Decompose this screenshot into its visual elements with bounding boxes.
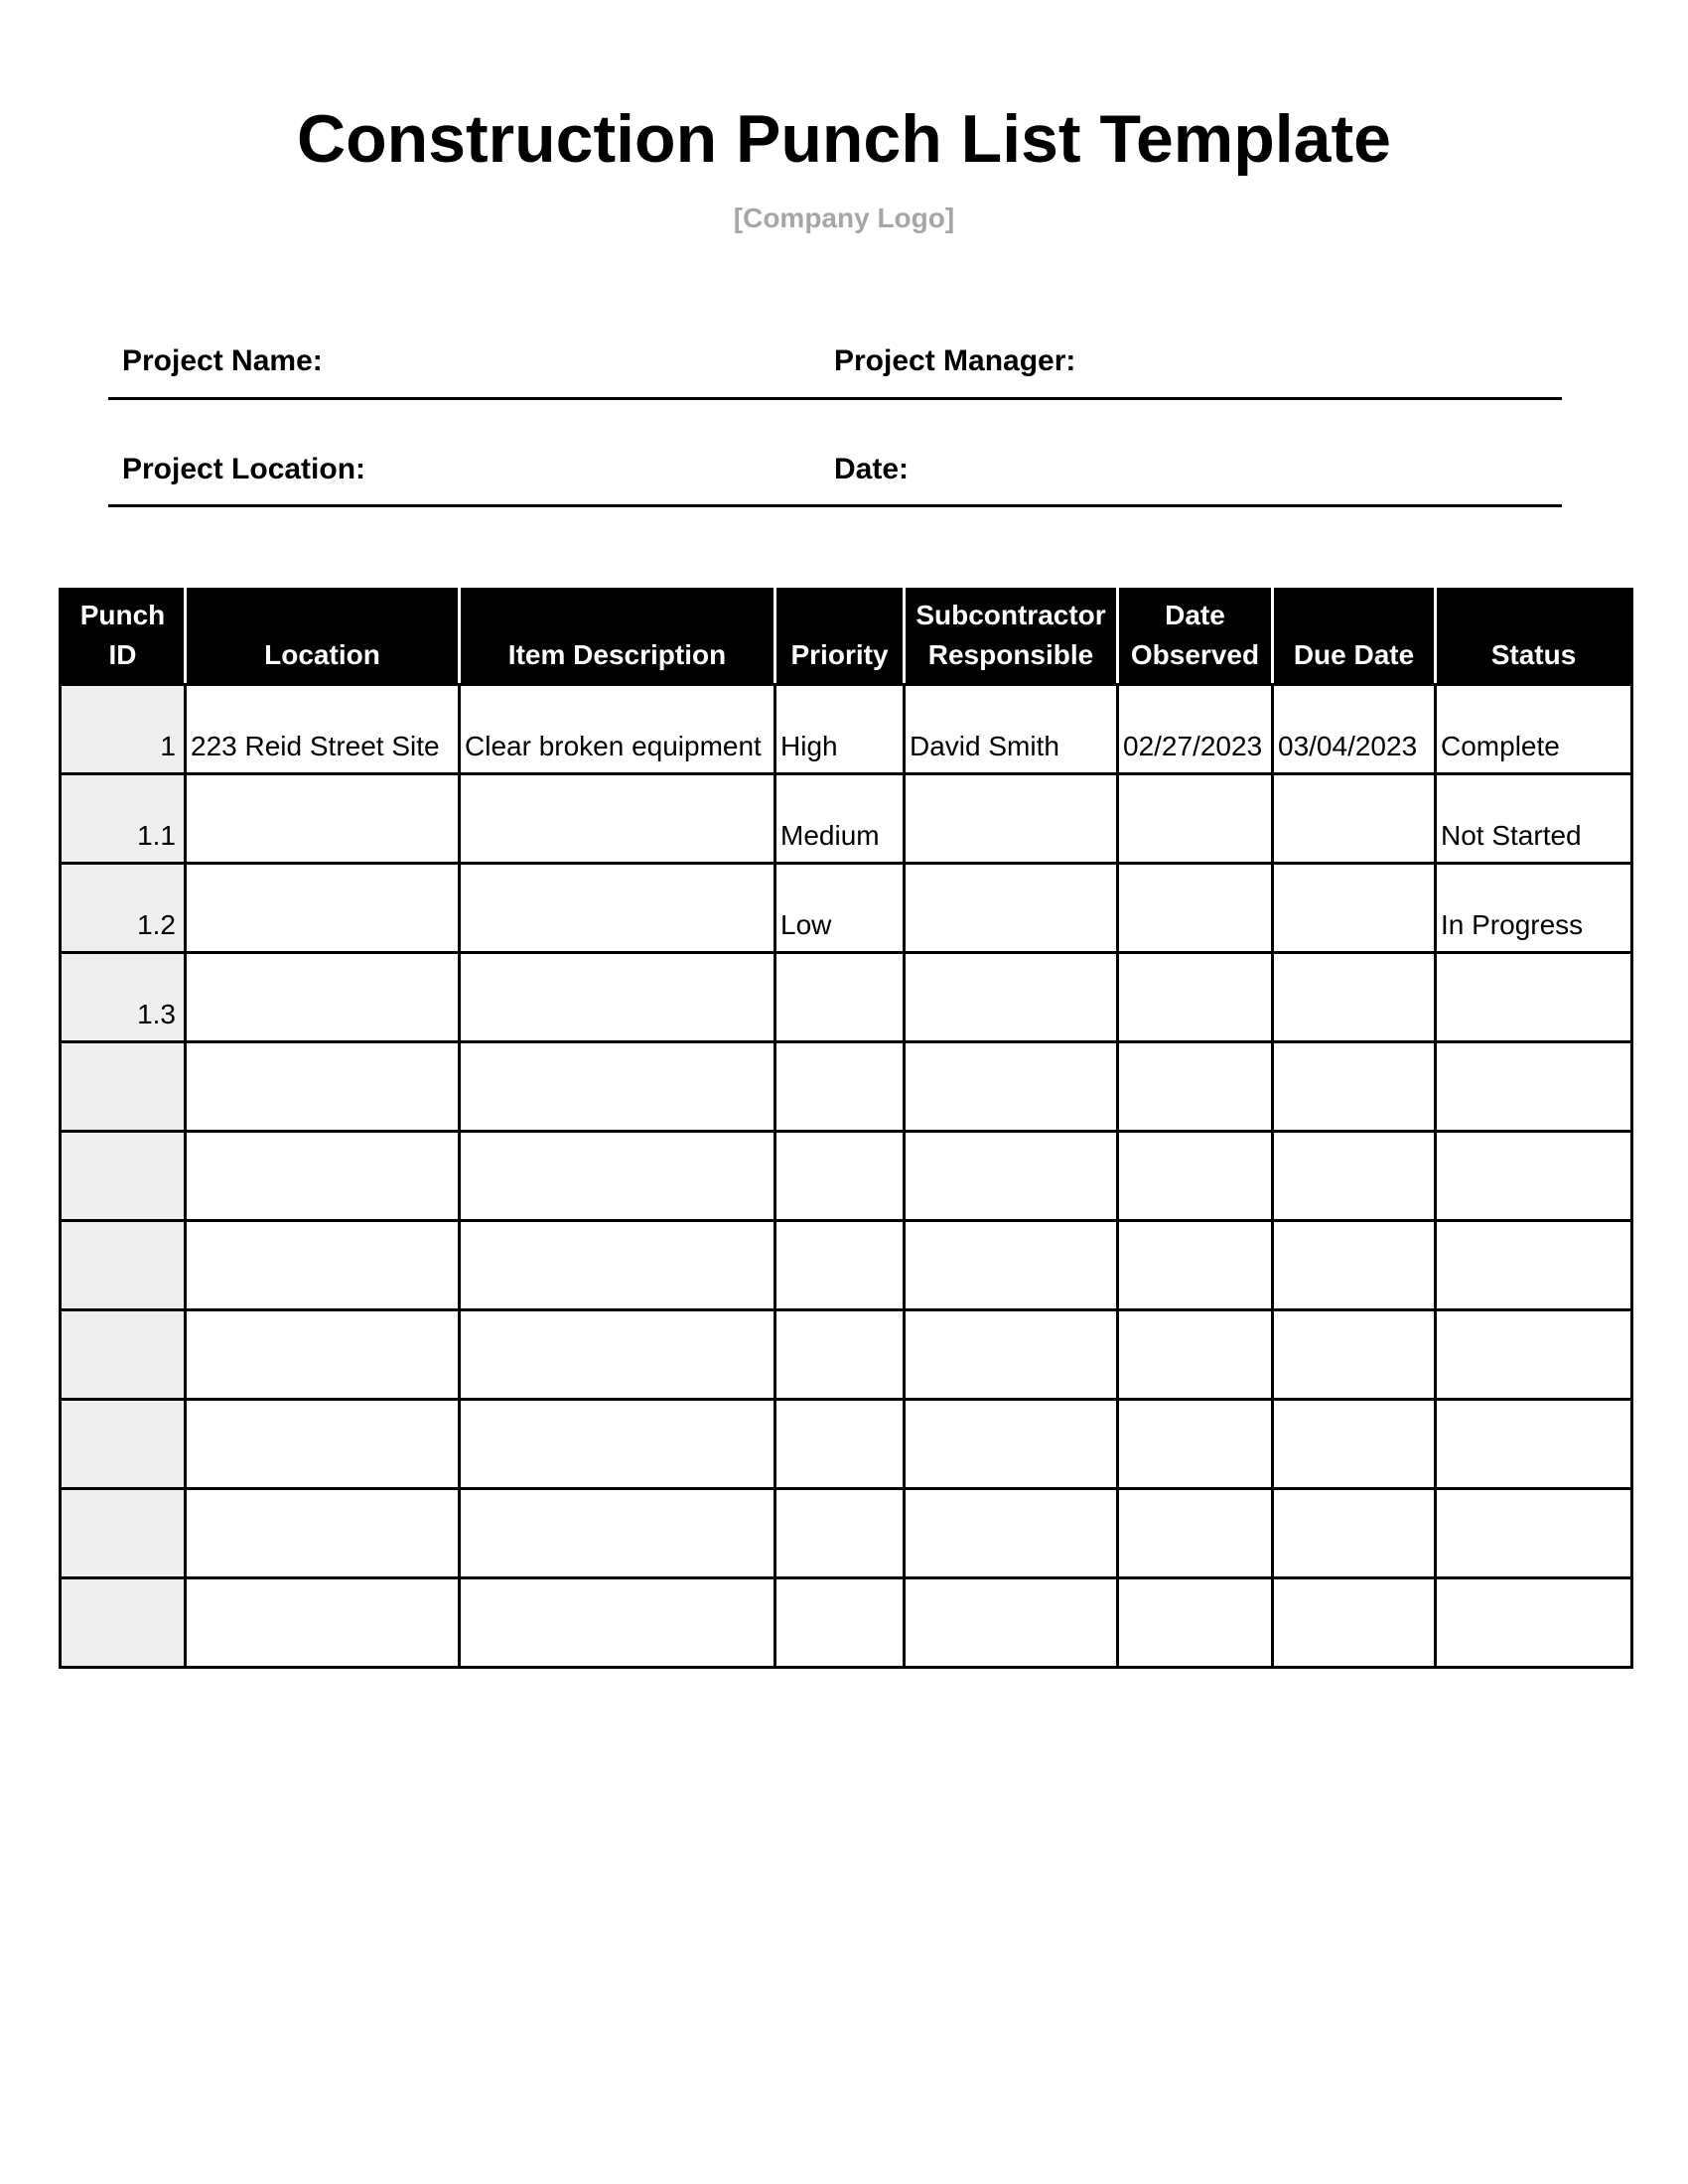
cell-subcontractor[interactable] bbox=[905, 1578, 1118, 1668]
cell-status[interactable]: In Progress bbox=[1436, 864, 1632, 953]
cell-date-observed[interactable] bbox=[1118, 1042, 1273, 1132]
project-location-date-line[interactable] bbox=[108, 504, 1562, 507]
cell-item-description[interactable] bbox=[460, 1132, 775, 1221]
header-priority: Priority bbox=[775, 590, 905, 685]
cell-due-date[interactable] bbox=[1273, 953, 1436, 1042]
cell-date-observed[interactable] bbox=[1118, 1132, 1273, 1221]
table-row bbox=[61, 1042, 1632, 1132]
table-row bbox=[61, 685, 1632, 774]
header-punch-id: Punch ID bbox=[61, 590, 186, 685]
cell-subcontractor[interactable] bbox=[905, 1489, 1118, 1578]
punch-list-table bbox=[59, 588, 1633, 1669]
cell-item-description[interactable] bbox=[460, 864, 775, 953]
cell-due-date[interactable] bbox=[1273, 1310, 1436, 1400]
cell-subcontractor[interactable] bbox=[905, 1132, 1118, 1221]
cell-subcontractor[interactable]: David Smith bbox=[905, 685, 1118, 774]
header-location: Location bbox=[186, 590, 460, 685]
table-row bbox=[61, 1489, 1632, 1578]
cell-priority[interactable]: High bbox=[775, 685, 905, 774]
cell-item-description[interactable] bbox=[460, 1400, 775, 1489]
cell-item-description[interactable] bbox=[460, 953, 775, 1042]
cell-due-date[interactable] bbox=[1273, 864, 1436, 953]
cell-due-date[interactable] bbox=[1273, 1578, 1436, 1668]
cell-subcontractor[interactable] bbox=[905, 953, 1118, 1042]
cell-status[interactable] bbox=[1436, 1132, 1632, 1221]
cell-location[interactable] bbox=[186, 1042, 460, 1132]
cell-punch-id[interactable] bbox=[61, 1221, 186, 1310]
document-title: Construction Punch List Template bbox=[297, 101, 1391, 177]
cell-date-observed[interactable] bbox=[1118, 1400, 1273, 1489]
table-row bbox=[61, 953, 1632, 1042]
header-subcontractor-responsible: Subcontractor Responsible bbox=[905, 590, 1118, 685]
cell-priority[interactable]: Medium bbox=[775, 774, 905, 864]
cell-status[interactable] bbox=[1436, 953, 1632, 1042]
cell-subcontractor[interactable] bbox=[905, 1400, 1118, 1489]
cell-subcontractor[interactable] bbox=[905, 864, 1118, 953]
table-row bbox=[61, 1132, 1632, 1221]
cell-subcontractor[interactable] bbox=[905, 1221, 1118, 1310]
cell-priority[interactable]: Low bbox=[775, 864, 905, 953]
cell-item-description[interactable]: Clear broken equipment bbox=[460, 685, 775, 774]
cell-location[interactable] bbox=[186, 864, 460, 953]
header-date-observed: Date Observed bbox=[1118, 590, 1273, 685]
table-row bbox=[61, 774, 1632, 864]
table-header-row bbox=[61, 590, 1632, 685]
cell-location[interactable] bbox=[186, 1132, 460, 1221]
cell-due-date[interactable] bbox=[1273, 774, 1436, 864]
cell-location[interactable] bbox=[186, 1221, 460, 1310]
cell-due-date[interactable] bbox=[1273, 1400, 1436, 1489]
cell-punch-id[interactable]: 1.3 bbox=[61, 953, 186, 1042]
cell-status[interactable] bbox=[1436, 1310, 1632, 1400]
cell-due-date[interactable] bbox=[1273, 1042, 1436, 1132]
cell-date-observed[interactable]: 02/27/2023 bbox=[1118, 685, 1273, 774]
cell-priority[interactable] bbox=[775, 1489, 905, 1578]
project-manager-label: Project Manager: bbox=[834, 344, 1076, 377]
cell-item-description[interactable] bbox=[460, 1221, 775, 1310]
cell-status[interactable] bbox=[1436, 1042, 1632, 1132]
cell-status[interactable]: Complete bbox=[1436, 685, 1632, 774]
table-row bbox=[61, 1221, 1632, 1310]
cell-subcontractor[interactable] bbox=[905, 774, 1118, 864]
cell-priority[interactable] bbox=[775, 1132, 905, 1221]
cell-subcontractor[interactable] bbox=[905, 1042, 1118, 1132]
cell-punch-id[interactable]: 1.2 bbox=[61, 864, 186, 953]
company-logo-placeholder: [Company Logo] bbox=[733, 203, 955, 233]
cell-priority[interactable] bbox=[775, 1042, 905, 1132]
cell-punch-id[interactable] bbox=[61, 1489, 186, 1578]
cell-date-observed[interactable] bbox=[1118, 774, 1273, 864]
cell-punch-id[interactable]: 1.1 bbox=[61, 774, 186, 864]
cell-subcontractor[interactable] bbox=[905, 1310, 1118, 1400]
header-status: Status bbox=[1436, 590, 1632, 685]
cell-location[interactable]: 223 Reid Street Site bbox=[186, 685, 460, 774]
cell-due-date[interactable] bbox=[1273, 1221, 1436, 1310]
cell-date-observed[interactable] bbox=[1118, 1221, 1273, 1310]
cell-date-observed[interactable] bbox=[1118, 1578, 1273, 1668]
cell-due-date[interactable] bbox=[1273, 1489, 1436, 1578]
cell-status[interactable] bbox=[1436, 1221, 1632, 1310]
cell-priority[interactable] bbox=[775, 1400, 905, 1489]
cell-location[interactable] bbox=[186, 1310, 460, 1400]
cell-status[interactable] bbox=[1436, 1489, 1632, 1578]
cell-priority[interactable] bbox=[775, 1310, 905, 1400]
table-row bbox=[61, 1578, 1632, 1668]
project-location-label: Project Location: bbox=[122, 453, 366, 485]
cell-due-date[interactable]: 03/04/2023 bbox=[1273, 685, 1436, 774]
cell-item-description[interactable] bbox=[460, 774, 775, 864]
cell-location[interactable] bbox=[186, 1400, 460, 1489]
header-item-description: Item Description bbox=[460, 590, 775, 685]
cell-item-description[interactable] bbox=[460, 1489, 775, 1578]
project-name-label: Project Name: bbox=[122, 344, 323, 377]
cell-location[interactable] bbox=[186, 1578, 460, 1668]
cell-due-date[interactable] bbox=[1273, 1132, 1436, 1221]
cell-status[interactable] bbox=[1436, 1400, 1632, 1489]
cell-location[interactable] bbox=[186, 1489, 460, 1578]
cell-priority[interactable] bbox=[775, 1578, 905, 1668]
cell-date-observed[interactable] bbox=[1118, 864, 1273, 953]
project-name-manager-line[interactable] bbox=[108, 397, 1562, 400]
cell-date-observed[interactable] bbox=[1118, 1489, 1273, 1578]
cell-status[interactable] bbox=[1436, 1578, 1632, 1668]
table-row bbox=[61, 1400, 1632, 1489]
cell-punch-id[interactable] bbox=[61, 1400, 186, 1489]
cell-location[interactable] bbox=[186, 774, 460, 864]
cell-item-description[interactable] bbox=[460, 1310, 775, 1400]
cell-location[interactable] bbox=[186, 953, 460, 1042]
cell-punch-id[interactable] bbox=[61, 1310, 186, 1400]
cell-status[interactable]: Not Started bbox=[1436, 774, 1632, 864]
cell-punch-id[interactable]: 1 bbox=[61, 685, 186, 774]
cell-date-observed[interactable] bbox=[1118, 953, 1273, 1042]
cell-date-observed[interactable] bbox=[1118, 1310, 1273, 1400]
cell-punch-id[interactable] bbox=[61, 1132, 186, 1221]
cell-punch-id[interactable] bbox=[61, 1042, 186, 1132]
cell-punch-id[interactable] bbox=[61, 1578, 186, 1668]
cell-priority[interactable] bbox=[775, 1221, 905, 1310]
cell-priority[interactable] bbox=[775, 953, 905, 1042]
table-row bbox=[61, 864, 1632, 953]
table-row bbox=[61, 1310, 1632, 1400]
cell-item-description[interactable] bbox=[460, 1578, 775, 1668]
date-label: Date: bbox=[834, 453, 910, 485]
header-due-date: Due Date bbox=[1273, 590, 1436, 685]
cell-item-description[interactable] bbox=[460, 1042, 775, 1132]
